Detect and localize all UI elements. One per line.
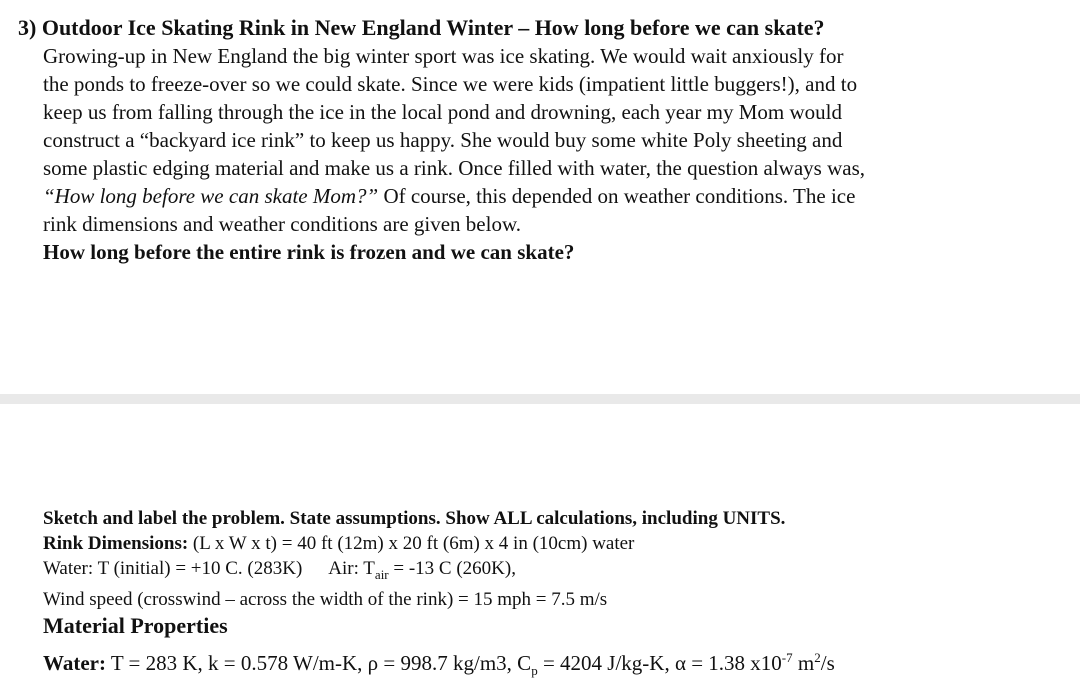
rink-dimensions: [43, 531, 1073, 556]
body-line: the ponds to freeze-over so we could skate. Since we were kids (impatient little buggers!), and to: [43, 72, 858, 96]
rink-dimensions-value: (L x W x t) = 40 ft (12m) x 20 ft (6m) x 4 in (10cm) water: [188, 533, 635, 554]
alpha-units: m: [792, 650, 815, 675]
water-properties-part2: = 4204 J/kg-K, α = 1.38 x10: [537, 650, 782, 675]
page-separator: [0, 394, 1080, 404]
problem-statement: [18, 14, 1068, 266]
air-temp-subscript: air: [374, 566, 389, 582]
instructions: Sketch and label the problem. State assumptions. Show ALL calculations, including UNITS.: [43, 508, 786, 529]
cp-subscript: p: [531, 662, 538, 678]
wind-speed: Wind speed (crosswind – across the width of the rink) = 15 mph = 7.5 m/s: [43, 588, 608, 610]
alpha-exponent: -7: [781, 649, 793, 665]
water-properties-label: Water:: [43, 650, 106, 675]
body-line: some plastic edging material and make us a rink. Once filled with water, the question always was,: [43, 156, 866, 180]
problem-body: [43, 42, 1068, 238]
air-temp-prefix: Air: T: [328, 558, 375, 579]
body-line: rink dimensions and weather conditions are given below.: [43, 212, 522, 236]
material-properties-heading: Material Properties: [43, 612, 228, 638]
air-temp-value: = -13 C (260K),: [388, 558, 516, 579]
quote-text: “How long before we can skate Mom?”: [43, 184, 379, 208]
temperatures: [43, 556, 1073, 587]
alpha-units-tail: /s: [820, 650, 835, 675]
body-line-quote: [43, 182, 1068, 210]
body-line: construct a “backyard ice rink” to keep us happy. She would buy some white Poly sheeting and: [43, 128, 843, 152]
problem-question: How long before the entire rink is frozen and we can skate?: [43, 240, 575, 264]
water-initial-temp: Water: T (initial) = +10 C. (283K): [43, 558, 303, 579]
problem-title: 3) Outdoor Ice Skating Rink in New England Winter – How long before we can skate?: [18, 15, 825, 40]
body-line-rest: Of course, this depended on weather conditions. The ice: [378, 184, 856, 208]
body-line: keep us from falling through the ice in the local pond and drowning, each year my Mom would: [43, 100, 842, 124]
water-properties: [43, 643, 1073, 686]
rink-dimensions-label: Rink Dimensions:: [43, 533, 189, 554]
given-data: [43, 506, 1073, 686]
alpha-units-exponent: 2: [814, 649, 821, 665]
water-properties-part1: T = 283 K, k = 0.578 W/m-K, ρ = 998.7 kg/m3, C: [105, 650, 532, 675]
body-line: Growing-up in New England the big winter sport was ice skating. We would wait anxiously for: [43, 44, 844, 68]
